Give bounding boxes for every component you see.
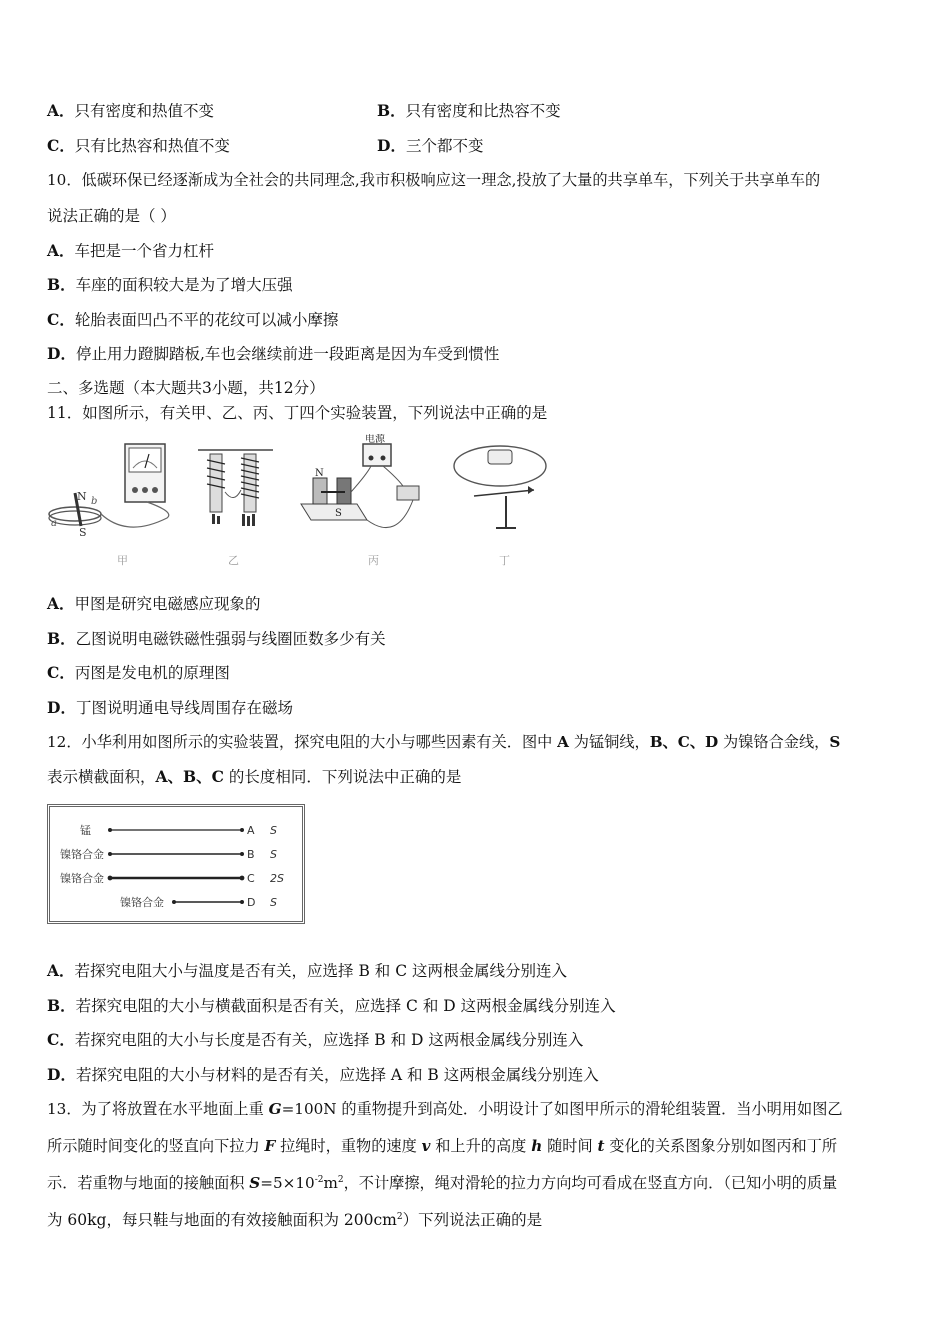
figure-bing — [297, 434, 437, 546]
label-s: S — [79, 526, 87, 539]
label-a: a — [51, 518, 57, 529]
q9-option-b: B．只有密度和比热容不变 — [377, 101, 561, 120]
wire-a-letter: A — [247, 824, 255, 837]
wire-c-material: 镍铬合金 — [60, 872, 104, 885]
q11-option-c: C．丙图是发电机的原理图 — [47, 663, 230, 682]
q12-stem-line2: 表示横截面积，A、B、C 的长度相同．下列说法中正确的是 — [47, 767, 462, 786]
section-heading: 二、多选题（本大题共3小题，共12分） — [47, 379, 325, 397]
svg-text:N: N — [315, 468, 324, 479]
q11-option-d: D．丁图说明通电导线周围存在磁场 — [47, 698, 293, 717]
compass-needle — [474, 490, 534, 496]
wire-a-material: 锰 — [80, 824, 91, 837]
wire-c-letter: C — [247, 872, 255, 885]
q11-option-a: A．甲图是研究电磁感应现象的 — [47, 594, 261, 613]
figure-jia — [47, 438, 177, 548]
q10-option-b: B．车座的面积较大是为了增大压强 — [47, 275, 293, 294]
caption-yi: 乙 — [228, 554, 239, 567]
power-supply — [363, 444, 391, 466]
q13-stem-line1: 13．为了将放置在水平地面上重 G=100N 的重物提升到高处．小明设计了如图甲所示的滑轮组装置．当小明用如图乙 — [47, 1100, 843, 1118]
caption-bing: 丙 — [368, 554, 379, 567]
caption-jia: 甲 — [117, 554, 128, 567]
base-board — [301, 504, 367, 520]
caption-ding: 丁 — [499, 554, 510, 567]
wire-d-letter: D — [247, 896, 256, 909]
battery — [488, 450, 512, 464]
q10-stem-line1: 10．低碳环保已经逐渐成为全社会的共同理念,我市积极响应这一理念,投放了大量的共享单车，下列关于共享单车的 — [47, 171, 821, 189]
wire-a-area: S — [270, 824, 277, 837]
svg-text:S: S — [335, 508, 342, 519]
q12-option-b: B．若探究电阻的大小与横截面积是否有关，应选择 C 和 D 这两根金属线分别连入 — [47, 996, 616, 1015]
galvanometer-dial — [129, 448, 161, 472]
wire-diagram — [47, 804, 305, 924]
q12-option-c: C．若探究电阻的大小与长度是否有关，应选择 B 和 D 这两根金属线分别连入 — [47, 1030, 584, 1049]
q10-stem-line2: 说法正确的是（ ） — [47, 207, 176, 225]
q9-option-a: A．只有密度和热值不变 — [47, 101, 215, 120]
label-b: b — [91, 496, 98, 507]
wire-b-material: 镍铬合金 — [60, 848, 104, 861]
q12-option-d: D．若探究电阻的大小与材料的是否有关，应选择 A 和 B 这两根金属线分别连入 — [47, 1065, 599, 1084]
wire-d-area: S — [270, 896, 277, 909]
q13-stem-line2: 所示随时间变化的竖直向下拉力 F 拉绳时，重物的速度 v 和上升的高度 h 随时间 t 变化的关系图象分别如图丙和丁所 — [47, 1137, 838, 1155]
q11-option-b: B．乙图说明电磁铁磁性强弱与线圈匝数多少有关 — [47, 629, 386, 648]
q10-option-c: C．轮胎表面凹凸不平的花纹可以减小摩擦 — [47, 310, 339, 329]
figure-yi — [188, 440, 283, 540]
q12-option-a: A．若探究电阻大小与温度是否有关，应选择 B 和 C 这两根金属线分别连入 — [47, 961, 567, 980]
q12-stem-line1: 12．小华利用如图所示的实验装置，探究电阻的大小与哪些因素有关．图中 A 为锰铜线，B、C、D 为镍铬合金线，S — [47, 733, 841, 751]
q13-stem-line4: 为 60kg，每只鞋与地面的有效接触面积为 $200cm^2$）下列说法正确的是 — [47, 1211, 543, 1229]
wire — [101, 502, 169, 527]
wire-b-area: S — [270, 848, 277, 861]
label-power: 电源 — [365, 434, 385, 445]
q11-stem: 11．如图所示，有关甲、乙、丙、丁四个实验装置，下列说法中正确的是 — [47, 404, 548, 422]
wire-b-letter: B — [247, 848, 255, 861]
label-n: N — [77, 490, 87, 503]
q10-option-a: A．车把是一个省力杠杆 — [47, 241, 215, 260]
q10-option-d: D．停止用力蹬脚踏板,车也会继续前进一段距离是因为车受到惯性 — [47, 344, 500, 363]
q9-option-d: D．三个都不变 — [377, 136, 484, 155]
switch — [397, 486, 419, 500]
wire-d-material: 镍铬合金 — [120, 896, 164, 909]
q13-stem-line3: 示．若重物与地面的接触面积 $S=5\times 10^{-2}m^2$，不计摩擦，绳对滑轮的拉力方向均可看成在竖直方向．（已知小明的质量 — [47, 1174, 838, 1192]
figure-ding — [450, 440, 560, 540]
wire-c-area: 2S — [270, 872, 284, 885]
q9-option-c: C．只有比热容和热值不变 — [47, 136, 230, 155]
